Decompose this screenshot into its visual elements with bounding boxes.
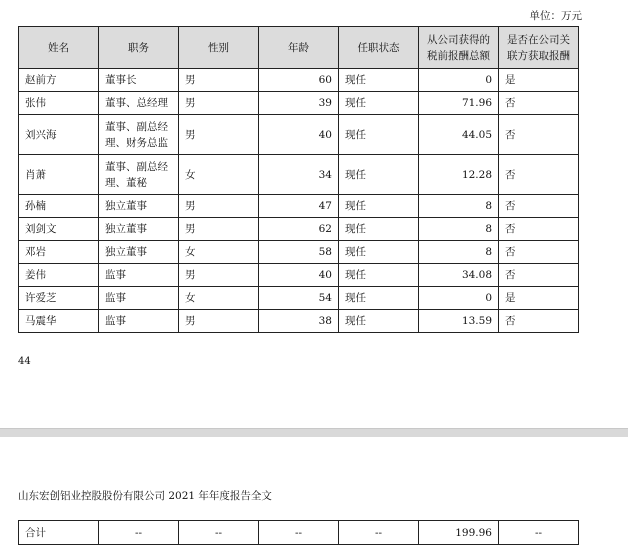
cell-title: 监事 bbox=[99, 264, 179, 287]
total-pay: 199.96 bbox=[419, 521, 499, 545]
table-row bbox=[19, 69, 579, 92]
header-pay: 从公司获得的税前报酬总额 bbox=[419, 27, 499, 69]
cell-age: 40 bbox=[259, 264, 339, 287]
total-label: 合计 bbox=[19, 521, 99, 545]
header-age: 年龄 bbox=[259, 27, 339, 69]
cell-age: 47 bbox=[259, 195, 339, 218]
cell-title: 董事长 bbox=[99, 69, 179, 92]
cell-name: 许爱芝 bbox=[19, 287, 99, 310]
table-row bbox=[19, 287, 579, 310]
table-row bbox=[19, 310, 579, 333]
table-row bbox=[19, 155, 579, 195]
cell-gender: 男 bbox=[179, 195, 259, 218]
cell-title: 独立董事 bbox=[99, 218, 179, 241]
page-number: 44 bbox=[18, 356, 31, 367]
cell-name: 姜伟 bbox=[19, 264, 99, 287]
cell-gender: 女 bbox=[179, 287, 259, 310]
cell-gender: 男 bbox=[179, 115, 259, 155]
cell-gender: 男 bbox=[179, 92, 259, 115]
cell-status: 现任 bbox=[339, 69, 419, 92]
total-gender: -- bbox=[179, 521, 259, 545]
cell-related: 否 bbox=[499, 155, 579, 195]
table-row bbox=[19, 115, 579, 155]
cell-status: 现任 bbox=[339, 218, 419, 241]
cell-pay: 0 bbox=[419, 287, 499, 310]
cell-name: 刘兴海 bbox=[19, 115, 99, 155]
header-related: 是否在公司关联方获取报酬 bbox=[499, 27, 579, 69]
cell-related: 是 bbox=[499, 69, 579, 92]
cell-age: 38 bbox=[259, 310, 339, 333]
document-header: 山东宏创铝业控股股份有限公司 2021 年年度报告全文 bbox=[18, 490, 272, 502]
total-table bbox=[18, 520, 579, 545]
total-age: -- bbox=[259, 521, 339, 545]
cell-gender: 男 bbox=[179, 264, 259, 287]
cell-related: 否 bbox=[499, 310, 579, 333]
header-gender: 性别 bbox=[179, 27, 259, 69]
cell-related: 否 bbox=[499, 195, 579, 218]
cell-name: 刘剑文 bbox=[19, 218, 99, 241]
table-header-row bbox=[19, 27, 579, 69]
cell-status: 现任 bbox=[339, 155, 419, 195]
cell-pay: 8 bbox=[419, 218, 499, 241]
table-row bbox=[19, 241, 579, 264]
header-name: 姓名 bbox=[19, 27, 99, 69]
cell-related: 否 bbox=[499, 218, 579, 241]
cell-status: 现任 bbox=[339, 115, 419, 155]
cell-name: 邓岩 bbox=[19, 241, 99, 264]
cell-status: 现任 bbox=[339, 310, 419, 333]
cell-title: 董事、副总经理、财务总监 bbox=[99, 115, 179, 155]
cell-status: 现任 bbox=[339, 92, 419, 115]
total-related: -- bbox=[499, 521, 579, 545]
unit-label: 单位：万元 bbox=[529, 10, 582, 22]
cell-title: 监事 bbox=[99, 287, 179, 310]
cell-name: 孙楠 bbox=[19, 195, 99, 218]
cell-related: 否 bbox=[499, 264, 579, 287]
cell-pay: 71.96 bbox=[419, 92, 499, 115]
cell-related: 否 bbox=[499, 241, 579, 264]
cell-age: 40 bbox=[259, 115, 339, 155]
cell-pay: 0 bbox=[419, 69, 499, 92]
cell-title: 独立董事 bbox=[99, 195, 179, 218]
table-row bbox=[19, 264, 579, 287]
cell-name: 马震华 bbox=[19, 310, 99, 333]
header-title: 职务 bbox=[99, 27, 179, 69]
table-row bbox=[19, 195, 579, 218]
cell-name: 赵前方 bbox=[19, 69, 99, 92]
cell-age: 58 bbox=[259, 241, 339, 264]
table-row bbox=[19, 92, 579, 115]
cell-age: 34 bbox=[259, 155, 339, 195]
cell-name: 张伟 bbox=[19, 92, 99, 115]
page-break bbox=[0, 428, 628, 437]
cell-title: 董事、副总经理、董秘 bbox=[99, 155, 179, 195]
cell-age: 39 bbox=[259, 92, 339, 115]
cell-gender: 男 bbox=[179, 310, 259, 333]
cell-age: 62 bbox=[259, 218, 339, 241]
cell-gender: 男 bbox=[179, 218, 259, 241]
cell-age: 54 bbox=[259, 287, 339, 310]
cell-title: 独立董事 bbox=[99, 241, 179, 264]
cell-status: 现任 bbox=[339, 241, 419, 264]
cell-status: 现任 bbox=[339, 195, 419, 218]
cell-title: 董事、总经理 bbox=[99, 92, 179, 115]
total-row bbox=[19, 521, 579, 545]
cell-pay: 44.05 bbox=[419, 115, 499, 155]
cell-gender: 女 bbox=[179, 241, 259, 264]
cell-status: 现任 bbox=[339, 264, 419, 287]
cell-gender: 女 bbox=[179, 155, 259, 195]
total-status: -- bbox=[339, 521, 419, 545]
table-row bbox=[19, 218, 579, 241]
cell-related: 是 bbox=[499, 287, 579, 310]
cell-pay: 8 bbox=[419, 241, 499, 264]
cell-related: 否 bbox=[499, 92, 579, 115]
total-title: -- bbox=[99, 521, 179, 545]
header-status: 任职状态 bbox=[339, 27, 419, 69]
cell-name: 肖萧 bbox=[19, 155, 99, 195]
cell-age: 60 bbox=[259, 69, 339, 92]
executive-pay-table bbox=[18, 26, 579, 333]
cell-title: 监事 bbox=[99, 310, 179, 333]
cell-pay: 12.28 bbox=[419, 155, 499, 195]
cell-pay: 34.08 bbox=[419, 264, 499, 287]
cell-pay: 13.59 bbox=[419, 310, 499, 333]
cell-gender: 男 bbox=[179, 69, 259, 92]
cell-status: 现任 bbox=[339, 287, 419, 310]
cell-related: 否 bbox=[499, 115, 579, 155]
cell-pay: 8 bbox=[419, 195, 499, 218]
